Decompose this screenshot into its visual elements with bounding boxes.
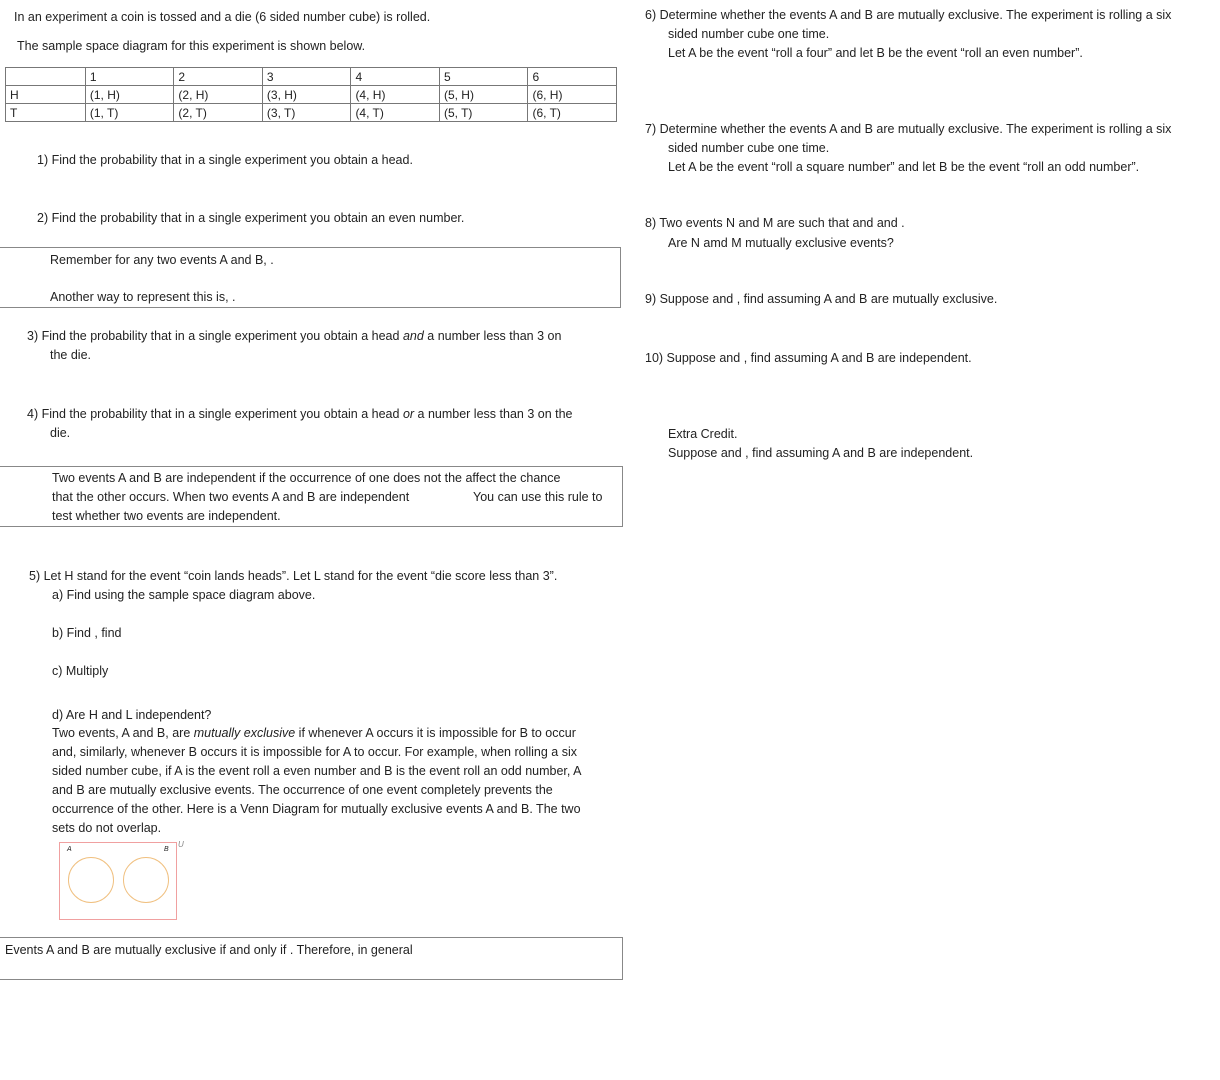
question-7-line: sided number cube one time. (668, 141, 830, 155)
box-text: Two events A and B are independent if the occurrence of one does not the affect the chance (52, 471, 561, 485)
box-text: Another way to represent this is, . (50, 290, 236, 304)
mutex-line: and, similarly, whenever B occurs it is impossible for A to occur. For example, when rolling a six (52, 745, 577, 759)
question-8-line: 8) Two events N and M are such that and and . (645, 216, 905, 230)
question-5b: b) Find , find (52, 626, 122, 640)
question-8-line: Are N amd M mutually exclusive events? (668, 236, 894, 250)
table-cell: 5 (439, 68, 528, 86)
venn-label-b: B (164, 846, 169, 853)
table-row (6, 104, 617, 122)
mutually-exclusive-box (0, 937, 623, 980)
question-5a: a) Find using the sample space diagram above. (52, 588, 316, 602)
question-5c: c) Multiply (52, 664, 109, 678)
mutex-line: sided number cube, if A is the event roll a even number and B is the event roll an odd number, A (52, 764, 582, 778)
venn-label-a: A (67, 846, 72, 853)
extra-credit-question: Suppose and , find assuming A and B are independent. (668, 446, 974, 460)
box-text: You can use this rule to (473, 490, 603, 504)
box-text: test whether two events are independent. (52, 509, 281, 523)
venn-diagram (59, 840, 184, 920)
intro-text-2: The sample space diagram for this experiment is shown below. (17, 39, 366, 53)
question-6-line: Let A be the event “roll a four” and let B be the event “roll an even number”. (668, 46, 1083, 60)
mutex-line: occurrence of the other. Here is a Venn Diagram for mutually exclusive events A and B. The two (52, 802, 581, 816)
table-cell: (4, T) (351, 104, 440, 122)
question-4-cont: die. (50, 426, 71, 440)
question-5: 5) Let H stand for the event “coin lands heads”. Let L stand for the event “die score less than 3”. (29, 569, 558, 583)
question-6-line: sided number cube one time. (668, 27, 830, 41)
table-cell: (1, H) (85, 86, 174, 104)
question-6-line: 6) Determine whether the events A and B are mutually exclusive. The experiment is rolling a six (645, 8, 1172, 22)
table-cell: H (6, 86, 86, 104)
table-cell: (4, H) (351, 86, 440, 104)
question-2: 2) Find the probability that in a single experiment you obtain an even number. (37, 211, 465, 225)
table-cell: (2, T) (174, 104, 263, 122)
mutex-line: and B are mutually exclusive events. The occurrence of one event completely prevents the (52, 783, 553, 797)
table-cell: 2 (174, 68, 263, 86)
question-3-cont: the die. (50, 348, 92, 362)
question-9: 9) Suppose and , find assuming A and B are mutually exclusive. (645, 292, 998, 306)
question-10: 10) Suppose and , find assuming A and B are independent. (645, 351, 972, 365)
table-cell: 1 (85, 68, 174, 86)
table-cell: (3, T) (262, 104, 351, 122)
question-3: 3) Find the probability that in a single experiment you obtain a head and a number less than 3 on (27, 329, 562, 343)
table-cell: (6, H) (528, 86, 617, 104)
venn-circle-a (68, 857, 114, 903)
table-cell: 4 (351, 68, 440, 86)
table-cell: 6 (528, 68, 617, 86)
venn-label-u: U (178, 840, 184, 849)
box-text: that the other occurs. When two events A and B are independent (52, 490, 410, 504)
intro-text: In an experiment a coin is tossed and a die (6 sided number cube) is rolled. (14, 10, 431, 24)
table-cell: (3, H) (262, 86, 351, 104)
mutex-line: Two events, A and B, are mutually exclusive if whenever A occurs it is impossible for B to occur (52, 726, 576, 740)
box-text: Remember for any two events A and B, . (50, 253, 274, 267)
question-5d: d) Are H and L independent? (52, 708, 212, 722)
question-7-line: 7) Determine whether the events A and B are mutually exclusive. The experiment is rolling a six (645, 122, 1172, 136)
independence-box (0, 466, 623, 527)
question-4: 4) Find the probability that in a single experiment you obtain a head or a number less than 3 on the (27, 407, 573, 421)
mutex-line: sets do not overlap. (52, 821, 162, 835)
table-cell: (1, T) (85, 104, 174, 122)
table-cell (6, 68, 86, 86)
table-cell: 3 (262, 68, 351, 86)
table-cell: (2, H) (174, 86, 263, 104)
addition-rule-box (0, 247, 621, 308)
table-row (6, 86, 617, 104)
table-cell: (6, T) (528, 104, 617, 122)
extra-credit-title: Extra Credit. (668, 427, 738, 441)
table-cell: T (6, 104, 86, 122)
table-cell: (5, T) (439, 104, 528, 122)
question-1: 1) Find the probability that in a single experiment you obtain a head. (37, 153, 413, 167)
question-7-line: Let A be the event “roll a square number” and let B be the event “roll an odd number”. (668, 160, 1140, 174)
table-row (6, 68, 617, 86)
sample-space-table (5, 67, 617, 122)
venn-circle-b (123, 857, 169, 903)
box-text: Events A and B are mutually exclusive if and only if . Therefore, in general (5, 943, 413, 957)
table-cell: (5, H) (439, 86, 528, 104)
